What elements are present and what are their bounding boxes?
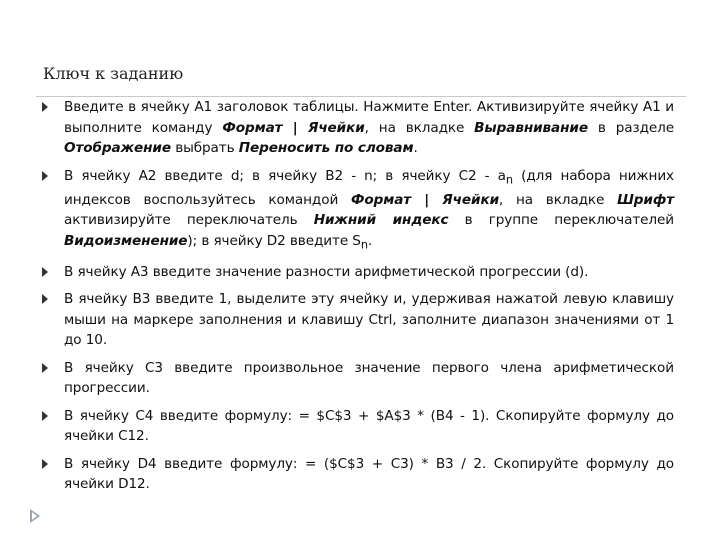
text-run: В ячейку C4 введите формулу: = $C$3 + $A$3 * (B4 - 1). Скопируйте формулу до ячейки C12.	[64, 407, 674, 445]
text-run: В ячейку D4 введите формулу: = ($C$3 + C3) * B3 / 2. Скопируйте формулу до ячейки D12.	[64, 455, 674, 493]
text-run: В ячейку A2 введите d; в ячейку B2 - n; в ячейку C2 - a	[64, 167, 506, 184]
text-run: Введите в ячейку A1 заголовок таблицы. Нажмите Enter. Активизируйте ячейку A1 и выполните команду	[64, 99, 674, 136]
text-run: .	[367, 232, 373, 249]
bullet-arrow-icon	[42, 363, 48, 373]
text-run: (для набора нижних индексов воспользуйтесь командой	[64, 167, 675, 208]
list-item	[42, 406, 674, 447]
bullet-arrow-icon	[42, 294, 48, 304]
emphasis-text: Переносить по словам	[238, 140, 414, 156]
text-run: , на вкладке	[499, 191, 618, 208]
list-item	[42, 262, 674, 283]
emphasis-text: Шрифт	[617, 191, 674, 208]
list-item-text	[64, 406, 674, 447]
emphasis-text: Выравнивание	[474, 119, 588, 136]
list-item-text	[64, 97, 674, 159]
emphasis-text: Нижний индекс	[313, 212, 449, 229]
subscript-text: n	[505, 172, 513, 187]
list-item	[42, 166, 674, 255]
instruction-list	[42, 97, 674, 502]
text-run: В ячейку C3 введите произвольное значение первого члена арифметической прогрессии.	[64, 359, 674, 397]
list-item	[42, 358, 674, 399]
bullet-arrow-icon	[42, 102, 48, 112]
text-run: выбрать	[170, 140, 239, 156]
slide-title: Ключ к заданию	[43, 64, 184, 83]
text-run: ); в ячейку D2 введите S	[187, 232, 361, 249]
emphasis-text: Формат | Ячейки	[222, 119, 365, 136]
text-run: , на вкладке	[364, 119, 475, 136]
text-run: активизируйте переключатель	[64, 212, 314, 229]
list-item	[42, 97, 674, 159]
subscript-text: n	[360, 237, 368, 252]
text-run: .	[413, 140, 418, 156]
slide-nav-arrow-icon[interactable]	[30, 509, 40, 523]
text-run: в разделе	[587, 119, 674, 136]
emphasis-text: Видоизменение	[64, 232, 188, 249]
text-run: в группе переключателей	[448, 212, 674, 229]
bullet-arrow-icon	[42, 459, 48, 469]
list-item-text	[64, 454, 674, 495]
emphasis-text: Формат | Ячейки	[350, 191, 499, 208]
bullet-arrow-icon	[42, 171, 48, 181]
list-item-text	[64, 262, 674, 283]
emphasis-text: Отображение	[64, 140, 171, 156]
list-item-text	[64, 358, 674, 399]
bullet-arrow-icon	[42, 267, 48, 277]
list-item-text	[64, 166, 674, 255]
list-item-text	[64, 289, 674, 351]
list-item	[42, 289, 674, 351]
list-item	[42, 454, 674, 495]
bullet-arrow-icon	[42, 411, 48, 421]
text-run: В ячейку B3 введите 1, выделите эту ячейку и, удерживая нажатой левую клавишу мыши на маркере заполнения и клавишу Ctrl, заполните диапазон значениями от 1 до 10.	[64, 291, 674, 349]
text-run: В ячейку A3 введите значение разности арифметической прогрессии (d).	[64, 263, 589, 280]
